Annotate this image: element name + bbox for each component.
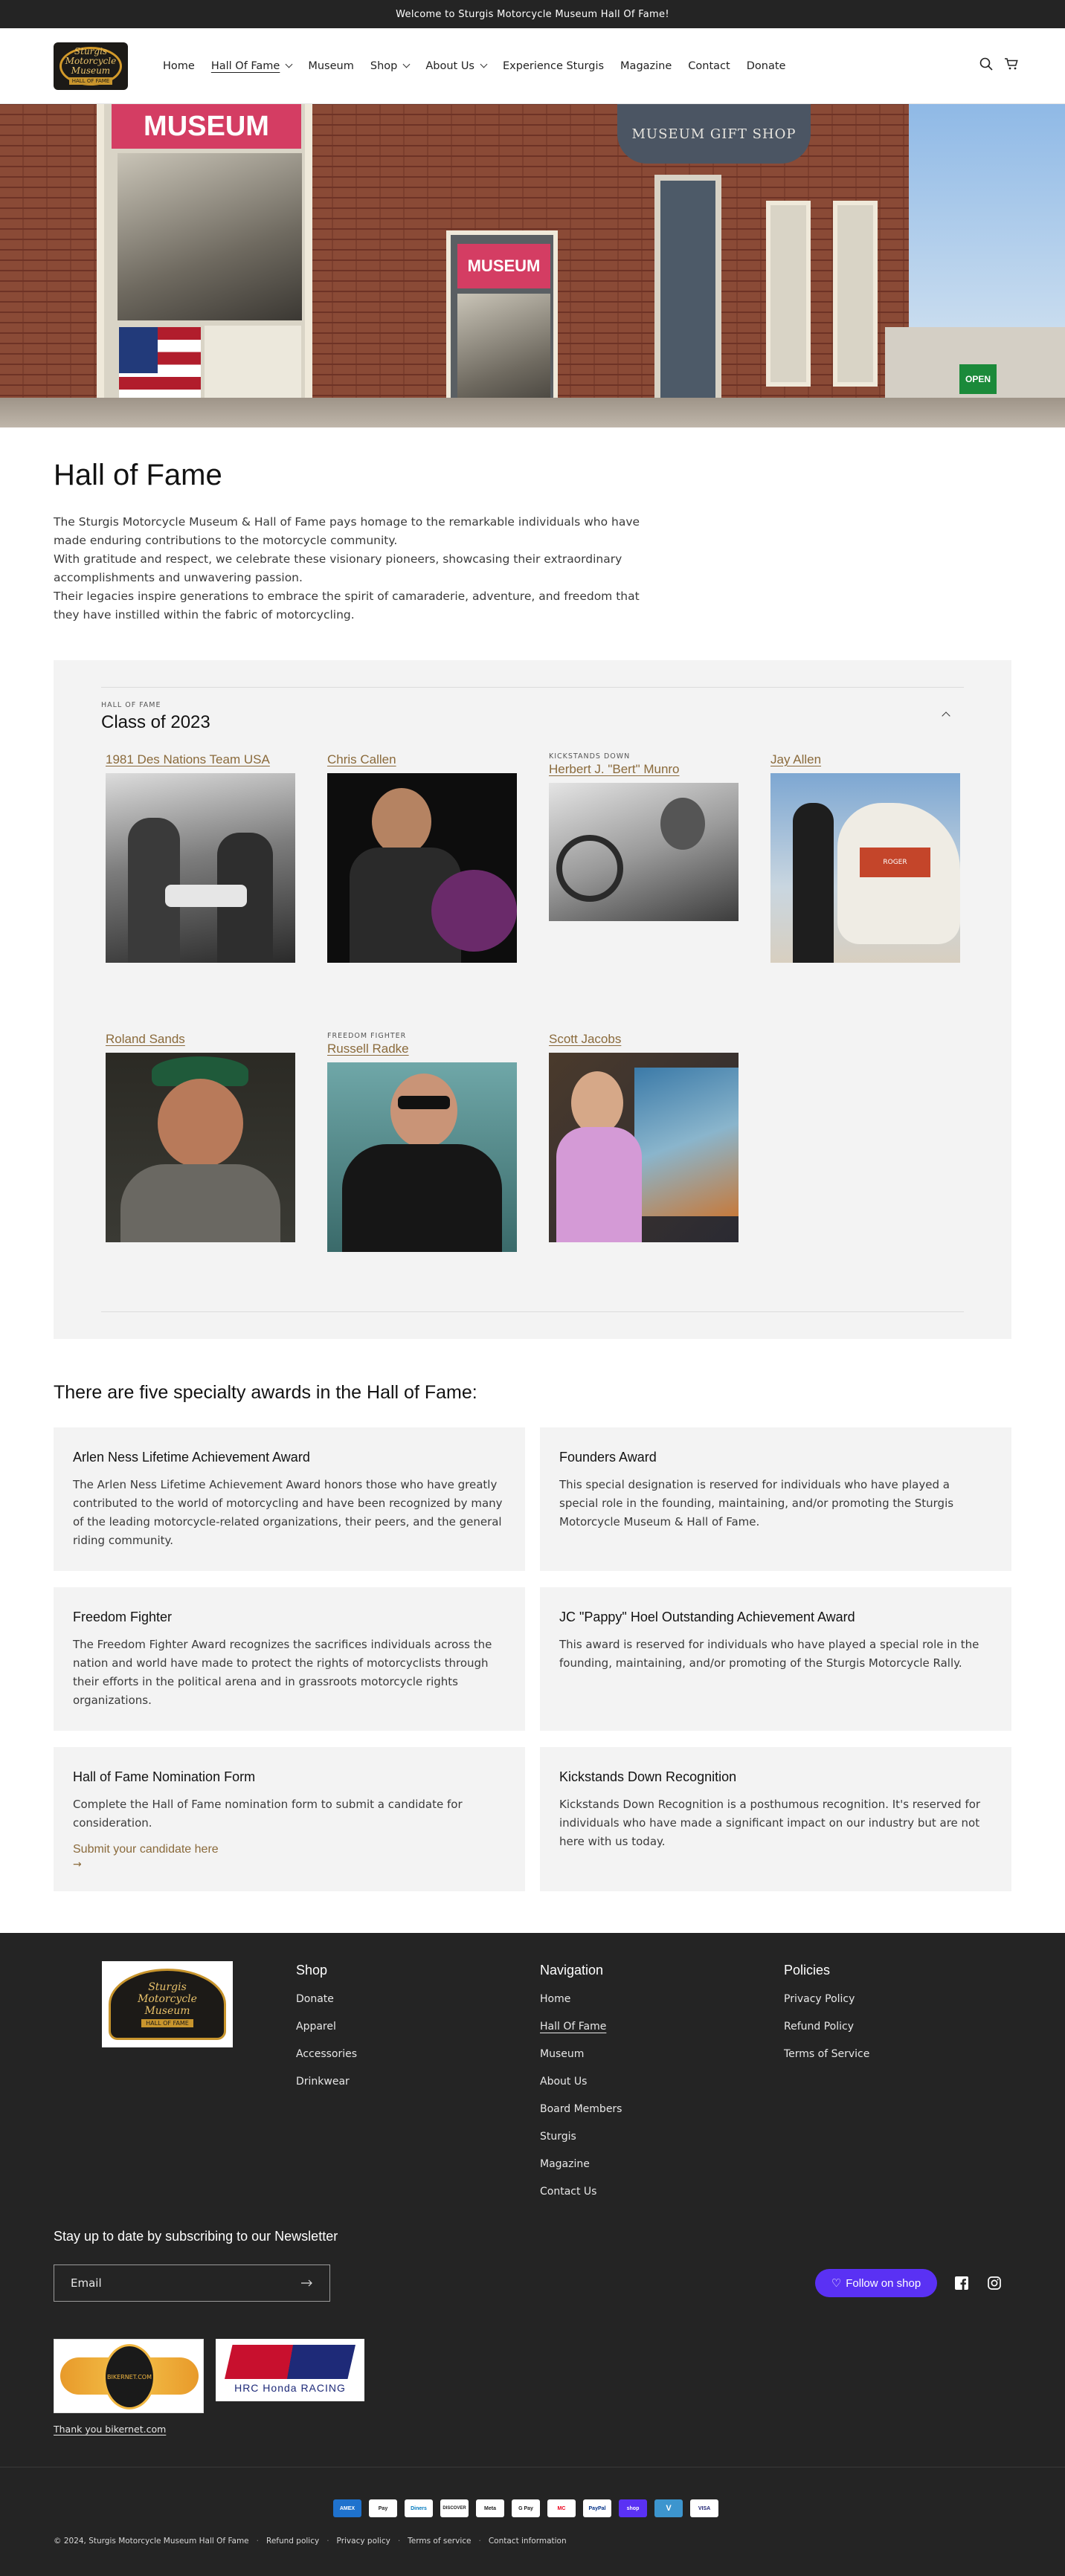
class-accordion xyxy=(54,660,1011,1339)
accordion-header[interactable] xyxy=(101,687,964,733)
footer-policies-column xyxy=(784,1963,869,2076)
arrow-right-icon[interactable]: → xyxy=(73,1859,82,1870)
award-card xyxy=(54,1587,525,1731)
follow-on-shop-button[interactable] xyxy=(815,2269,937,2297)
award-title: Arlen Ness Lifetime Achievement Award xyxy=(73,1450,310,1465)
footer-link[interactable]: Museum xyxy=(540,2048,585,2060)
nav-hall-of-fame[interactable]: Hall Of Fame xyxy=(203,60,300,72)
sponsor-bikernet[interactable] xyxy=(54,2339,204,2413)
submit-candidate-link[interactable]: Submit your candidate here xyxy=(73,1843,219,1856)
hero-sign-2: MUSEUM xyxy=(457,244,550,288)
main-nav xyxy=(155,60,794,72)
footer-logo[interactable]: Sturgis Motorcycle Museum HALL OF FAME xyxy=(102,1961,233,2047)
nav-magazine[interactable]: Magazine xyxy=(620,59,672,72)
site-footer xyxy=(0,1933,1065,2576)
award-caption: FREEDOM FIGHTER xyxy=(327,1032,407,1040)
heart-icon: ♡ xyxy=(831,2277,842,2290)
legal-link[interactable]: Refund policy xyxy=(266,2537,320,2546)
accordion-divider xyxy=(101,1311,964,1312)
footer-shop-column xyxy=(296,1963,357,2103)
inductee-card xyxy=(549,752,739,1032)
site-header xyxy=(0,28,1065,104)
award-card xyxy=(540,1587,1011,1731)
awards-heading: There are five specialty awards in the Hall of Fame: xyxy=(54,1382,477,1403)
award-description: Complete the Hall of Fame nomination form to submit a candidate for consideration. xyxy=(73,1798,463,1830)
footer-link[interactable]: Sturgis xyxy=(540,2131,576,2143)
hero-sign-1: MUSEUM xyxy=(112,104,301,149)
nav-about-us[interactable]: About Us xyxy=(417,60,495,72)
award-card xyxy=(540,1747,1011,1891)
mastercard-icon: MC xyxy=(547,2499,576,2517)
footer-link[interactable]: Apparel xyxy=(296,2021,336,2033)
legal-link[interactable]: Terms of service xyxy=(408,2537,472,2546)
nav-museum[interactable]: Museum xyxy=(308,59,354,72)
amex-icon: AMEX xyxy=(333,2499,361,2517)
inductee-name-link[interactable]: Scott Jacobs xyxy=(549,1032,622,1046)
award-card xyxy=(540,1427,1011,1571)
chevron-down-icon xyxy=(480,61,488,68)
sponsor-honda-racing[interactable] xyxy=(216,2339,364,2401)
search-icon[interactable] xyxy=(979,57,994,74)
hero-store-sign: MUSEUM GIFT SHOP xyxy=(617,104,811,164)
site-logo[interactable]: Sturgis Motorcycle Museum HALL OF FAME xyxy=(54,42,128,90)
awards-section xyxy=(0,1339,1065,1891)
footer-link[interactable]: Home xyxy=(540,1993,571,2005)
inductee-name-link[interactable]: Roland Sands xyxy=(106,1032,185,1046)
inductee-card xyxy=(549,1032,739,1311)
payment-icons xyxy=(333,2499,718,2517)
award-description: This special designation is reserved for individuals who have played a special role in the founding, maintaining, and/or promoting the Sturgis Motorcycle Museum & Hall of Fame. xyxy=(559,1478,954,1529)
venmo-icon: V xyxy=(654,2499,683,2517)
intro-paragraph: With gratitude and respect, we celebrate these visionary pioneers, showcasing their extraordinary accomplishments and unwavering passion. xyxy=(54,552,622,584)
hero-open-sign: OPEN xyxy=(959,364,997,394)
footer-heading: Navigation xyxy=(540,1963,604,1978)
inductee-photo[interactable] xyxy=(106,1053,295,1242)
newsletter-email-field[interactable] xyxy=(54,2265,330,2302)
inductee-card xyxy=(106,752,295,1032)
intro-section xyxy=(0,427,1065,624)
footer-heading: Policies xyxy=(784,1963,831,1978)
cart-icon[interactable] xyxy=(1004,57,1019,74)
discover-icon: DISCOVER xyxy=(440,2499,469,2517)
nav-home[interactable]: Home xyxy=(163,59,195,72)
diners-icon: Diners xyxy=(405,2499,433,2517)
inductee-name-link[interactable]: Chris Callen xyxy=(327,752,396,766)
google-pay-icon: G Pay xyxy=(512,2499,540,2517)
inductee-photo[interactable] xyxy=(549,783,739,921)
award-title: Hall of Fame Nomination Form xyxy=(73,1769,256,1784)
nav-contact[interactable]: Contact xyxy=(688,59,730,72)
chevron-down-icon xyxy=(403,61,411,68)
thanks-bikernet-link[interactable]: Thank you bikernet.com xyxy=(54,2424,167,2435)
inductee-name-link[interactable]: 1981 Des Nations Team USA xyxy=(106,752,270,766)
inductee-card xyxy=(327,1032,517,1311)
email-placeholder: Email xyxy=(71,2276,102,2290)
sponsor-label: BIKERNET.COM xyxy=(103,2344,155,2409)
newsletter-title: Stay up to date by subscribing to our Newsletter xyxy=(54,2229,338,2244)
follow-label: Follow on shop xyxy=(846,2276,921,2290)
inductee-card xyxy=(770,752,960,1032)
award-title: JC "Pappy" Hoel Outstanding Achievement Award xyxy=(559,1610,855,1624)
award-card xyxy=(54,1427,525,1571)
award-caption: KICKSTANDS DOWN xyxy=(549,752,631,761)
copyright-bar: © 2024, Sturgis Motorcycle Museum Hall Of Fame · Refund policy · Privacy policy · Terms of service · Contact information xyxy=(54,2537,567,2546)
footer-link[interactable]: Donate xyxy=(296,1993,334,2005)
footer-link[interactable]: Board Members xyxy=(540,2103,622,2115)
footer-heading: Shop xyxy=(296,1963,328,1978)
inductee-name-link[interactable]: Herbert J. "Bert" Munro xyxy=(549,762,680,776)
footer-link[interactable]: Contact Us xyxy=(540,2186,597,2198)
intro-paragraph: The Sturgis Motorcycle Museum & Hall of Fame pays homage to the remarkable individuals who have made enduring contributions to the motorcycle community. xyxy=(54,515,640,547)
inductee-photo[interactable] xyxy=(327,1062,517,1252)
visa-icon: VISA xyxy=(690,2499,718,2517)
sponsor-label: HRC Honda RACING xyxy=(234,2382,346,2394)
paypal-icon: PayPal xyxy=(583,2499,611,2517)
inductee-photo[interactable] xyxy=(549,1053,739,1242)
page-title: Hall of Fame xyxy=(54,459,222,491)
nav-donate[interactable]: Donate xyxy=(746,59,786,72)
chevron-down-icon xyxy=(286,61,293,68)
instagram-icon[interactable] xyxy=(986,2275,1003,2291)
footer-link[interactable]: Terms of Service xyxy=(784,2048,870,2060)
award-title: Kickstands Down Recognition xyxy=(559,1769,737,1784)
copyright-text: © 2024, Sturgis Motorcycle Museum Hall Of Fame xyxy=(54,2537,249,2546)
nav-experience-sturgis[interactable]: Experience Sturgis xyxy=(503,59,605,72)
nomination-card xyxy=(54,1747,525,1891)
inductee-card xyxy=(106,1032,295,1311)
legal-link[interactable]: Privacy policy xyxy=(336,2537,390,2546)
intro-paragraph: Their legacies inspire generations to embrace the spirit of camaraderie, adventure, and freedom that they have instilled within the fabric of motorcycling. xyxy=(54,590,640,622)
facebook-icon[interactable] xyxy=(953,2275,970,2291)
nav-shop[interactable]: Shop xyxy=(362,60,417,72)
legal-link[interactable]: Contact information xyxy=(488,2537,567,2546)
inductee-photo[interactable] xyxy=(327,773,517,963)
footer-link[interactable]: Privacy Policy xyxy=(784,1993,855,2005)
award-description: The Freedom Fighter Award recognizes the sacrifices individuals across the nation and world have made to protect the rights of motorcyclists through their efforts in the political arena and in grassroots motorcycle rights organizations. xyxy=(73,1638,492,1707)
footer-link[interactable]: Hall Of Fame xyxy=(540,2021,607,2033)
announcement-text: Welcome to Sturgis Motorcycle Museum Hall Of Fame! xyxy=(396,8,669,20)
footer-link[interactable]: About Us xyxy=(540,2076,588,2088)
award-description: Kickstands Down Recognition is a posthumous recognition. It's reserved for individuals who have made a significant impact on our industry but are not here with us today. xyxy=(559,1798,981,1848)
inductee-photo[interactable]: ROGER xyxy=(770,773,960,963)
inductee-grid xyxy=(101,752,964,1311)
meta-pay-icon: Meta xyxy=(476,2499,504,2517)
footer-link[interactable]: Refund Policy xyxy=(784,2021,854,2033)
apple-pay-icon: Pay xyxy=(369,2499,397,2517)
inductee-photo[interactable] xyxy=(106,773,295,963)
award-description: This award is reserved for individuals who have played a special role in the founding, maintaining, and/or promoting of the Sturgis Motorcycle Rally. xyxy=(559,1638,979,1670)
accordion-caption: HALL OF FAME xyxy=(101,701,161,709)
inductee-name-link[interactable]: Jay Allen xyxy=(770,752,822,766)
announcement-bar xyxy=(0,0,1065,28)
award-title: Freedom Fighter xyxy=(73,1610,173,1624)
footer-navigation-column xyxy=(540,1963,622,2213)
accordion-title: Class of 2023 xyxy=(101,712,210,732)
footer-link[interactable]: Magazine xyxy=(540,2158,590,2170)
arrow-right-icon[interactable] xyxy=(301,2276,313,2290)
shop-pay-icon: shop xyxy=(619,2499,647,2517)
inductee-card xyxy=(327,752,517,1032)
footer-link[interactable]: Drinkwear xyxy=(296,2076,350,2088)
award-title: Founders Award xyxy=(559,1450,657,1465)
footer-link[interactable]: Accessories xyxy=(296,2048,358,2060)
inductee-name-link[interactable]: Russell Radke xyxy=(327,1042,409,1056)
award-description: The Arlen Ness Lifetime Achievement Award honors those who have greatly contributed to the world of motorcycling and have been recognized by many of the leading motorcycle-related organizations, their peers, and the general riding community. xyxy=(73,1478,503,1547)
hero-image xyxy=(0,104,1065,427)
